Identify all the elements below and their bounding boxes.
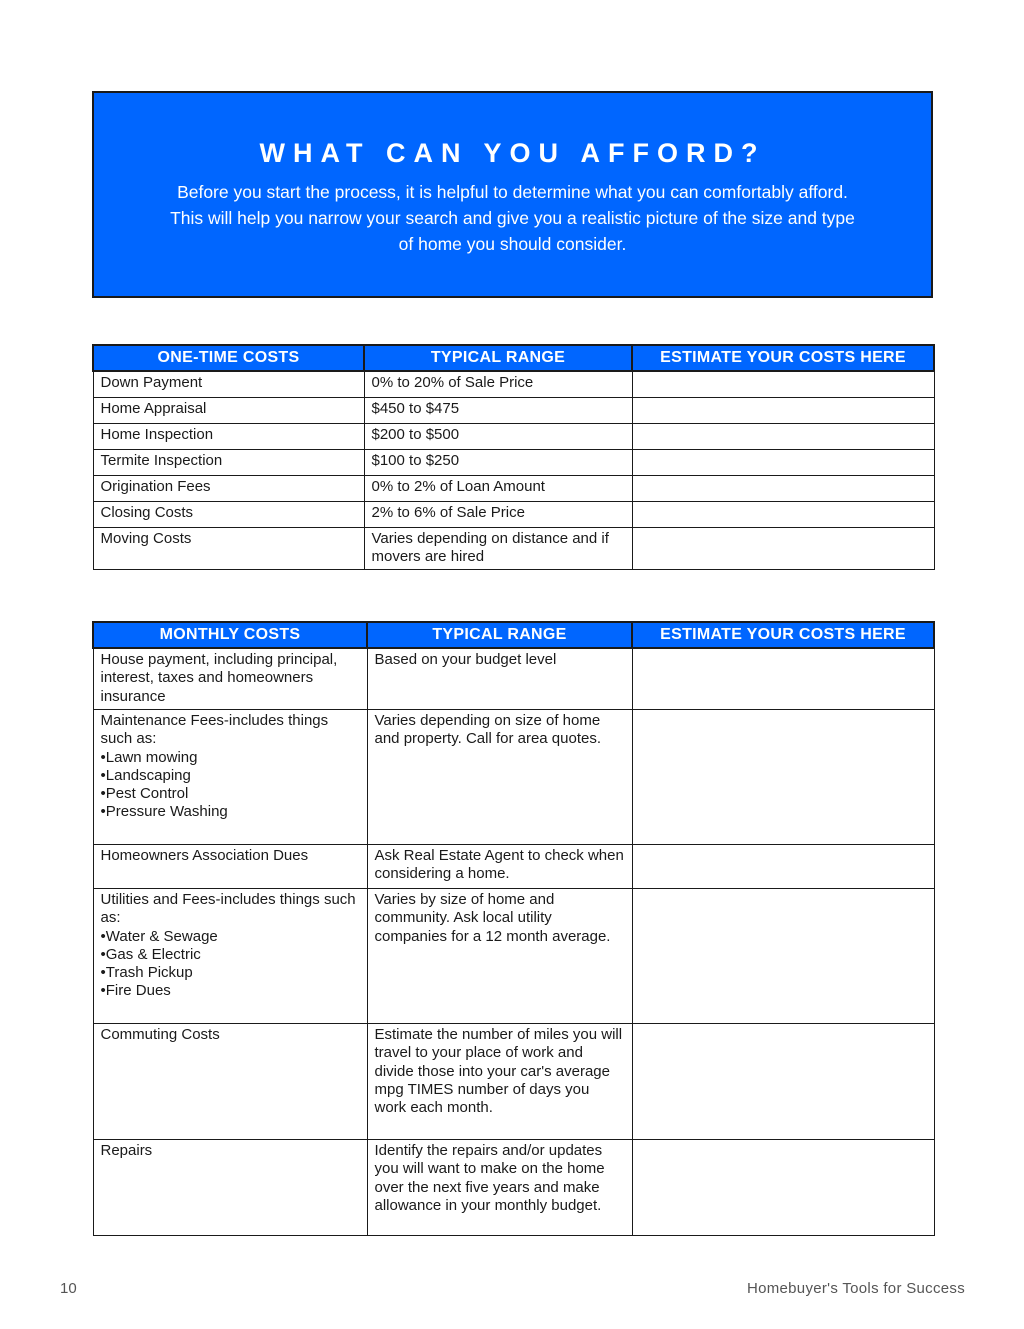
cost-item: Closing Costs (93, 502, 364, 528)
list-item: • Pressure Washing (101, 803, 360, 821)
cost-item-label: Maintenance Fees-includes things such as: (100, 712, 329, 748)
estimate-cell[interactable] (632, 398, 934, 424)
header-typical-range: TYPICAL RANGE (364, 345, 632, 371)
table-row (93, 371, 934, 398)
header-monthly-costs: MONTHLY COSTS (93, 622, 367, 648)
table-row (93, 476, 934, 502)
header-one-time-costs: ONE-TIME COSTS (93, 345, 364, 371)
table-row (93, 710, 934, 845)
estimate-cell[interactable] (632, 424, 934, 450)
estimate-cell[interactable] (632, 648, 934, 710)
cost-item: Down Payment (93, 371, 364, 398)
cost-range: Varies depending on distance and if movers are hired (364, 528, 632, 570)
header-estimate: ESTIMATE YOUR COSTS HERE (632, 622, 934, 648)
monthly-costs-table (92, 621, 935, 1236)
table-row (93, 648, 934, 710)
cost-range: Based on your budget level (367, 648, 632, 710)
estimate-cell[interactable] (632, 710, 934, 845)
table-header-row (93, 345, 934, 371)
estimate-cell[interactable] (632, 476, 934, 502)
estimate-cell[interactable] (632, 528, 934, 570)
cost-item: Home Appraisal (93, 398, 364, 424)
table-header-row (93, 622, 934, 648)
estimate-cell[interactable] (632, 889, 934, 1024)
cost-item (93, 710, 367, 845)
cost-item: Origination Fees (93, 476, 364, 502)
cost-item: Home Inspection (93, 424, 364, 450)
table-row (93, 398, 934, 424)
banner-title: WHAT CAN YOU AFFORD? (259, 138, 766, 168)
estimate-cell[interactable] (632, 1024, 934, 1140)
cost-item: Repairs (93, 1140, 367, 1236)
list-item: • Gas & Electric (101, 946, 360, 964)
cost-range: 2% to 6% of Sale Price (364, 502, 632, 528)
header-estimate: ESTIMATE YOUR COSTS HERE (632, 345, 934, 371)
cost-range: Identify the repairs and/or updates you will want to make on the home over the next five years and make allowance in your monthly budget. (367, 1140, 632, 1236)
cost-subitems (101, 749, 360, 822)
table-row (93, 528, 934, 570)
cost-range: 0% to 20% of Sale Price (364, 371, 632, 398)
table-row (93, 1024, 934, 1140)
list-item: • Fire Dues (101, 982, 360, 1000)
cost-range: Varies depending on size of home and property. Call for area quotes. (367, 710, 632, 845)
cost-range: $200 to $500 (364, 424, 632, 450)
page-number: 10 (60, 1280, 77, 1297)
one-time-costs-table (92, 344, 935, 570)
list-item: • Lawn mowing (101, 749, 360, 767)
table-row (93, 450, 934, 476)
cost-item: Moving Costs (93, 528, 364, 570)
cost-range: Ask Real Estate Agent to check when considering a home. (367, 845, 632, 889)
cost-range: 0% to 2% of Loan Amount (364, 476, 632, 502)
header-typical-range: TYPICAL RANGE (367, 622, 632, 648)
cost-item: Commuting Costs (93, 1024, 367, 1140)
banner-body: Before you start the process, it is helpful to determine what you can comfortably afford. This will help you narrow your search and give you a realistic picture of the size and type of home you should consider. (170, 182, 855, 254)
cost-item: Termite Inspection (93, 450, 364, 476)
estimate-cell[interactable] (632, 1140, 934, 1236)
estimate-cell[interactable] (632, 845, 934, 889)
cost-item: Homeowners Association Dues (93, 845, 367, 889)
cost-item-label: Utilities and Fees-includes things such as: (100, 891, 356, 927)
list-item: • Landscaping (101, 767, 360, 785)
intro-banner (92, 91, 933, 298)
footer-title: Homebuyer's Tools for Success (746, 1280, 965, 1297)
table-row (93, 424, 934, 450)
cost-item: House payment, including principal, interest, taxes and homeowners insurance (93, 648, 367, 710)
list-item: • Water & Sewage (101, 928, 360, 946)
estimate-cell[interactable] (632, 502, 934, 528)
estimate-cell[interactable] (632, 450, 934, 476)
list-item: • Pest Control (101, 785, 360, 803)
table-row (93, 845, 934, 889)
cost-item (93, 889, 367, 1024)
table-row (93, 889, 934, 1024)
cost-subitems (101, 928, 360, 1001)
estimate-cell[interactable] (632, 371, 934, 398)
table-row (93, 502, 934, 528)
cost-range: Estimate the number of miles you will travel to your place of work and divide those into your car's average mpg TIMES number of days you work each month. (367, 1024, 632, 1140)
cost-range: Varies by size of home and community. Ask local utility companies for a 12 month average. (367, 889, 632, 1024)
cost-range: $450 to $475 (364, 398, 632, 424)
cost-range: $100 to $250 (364, 450, 632, 476)
list-item: • Trash Pickup (101, 964, 360, 982)
table-row (93, 1140, 934, 1236)
